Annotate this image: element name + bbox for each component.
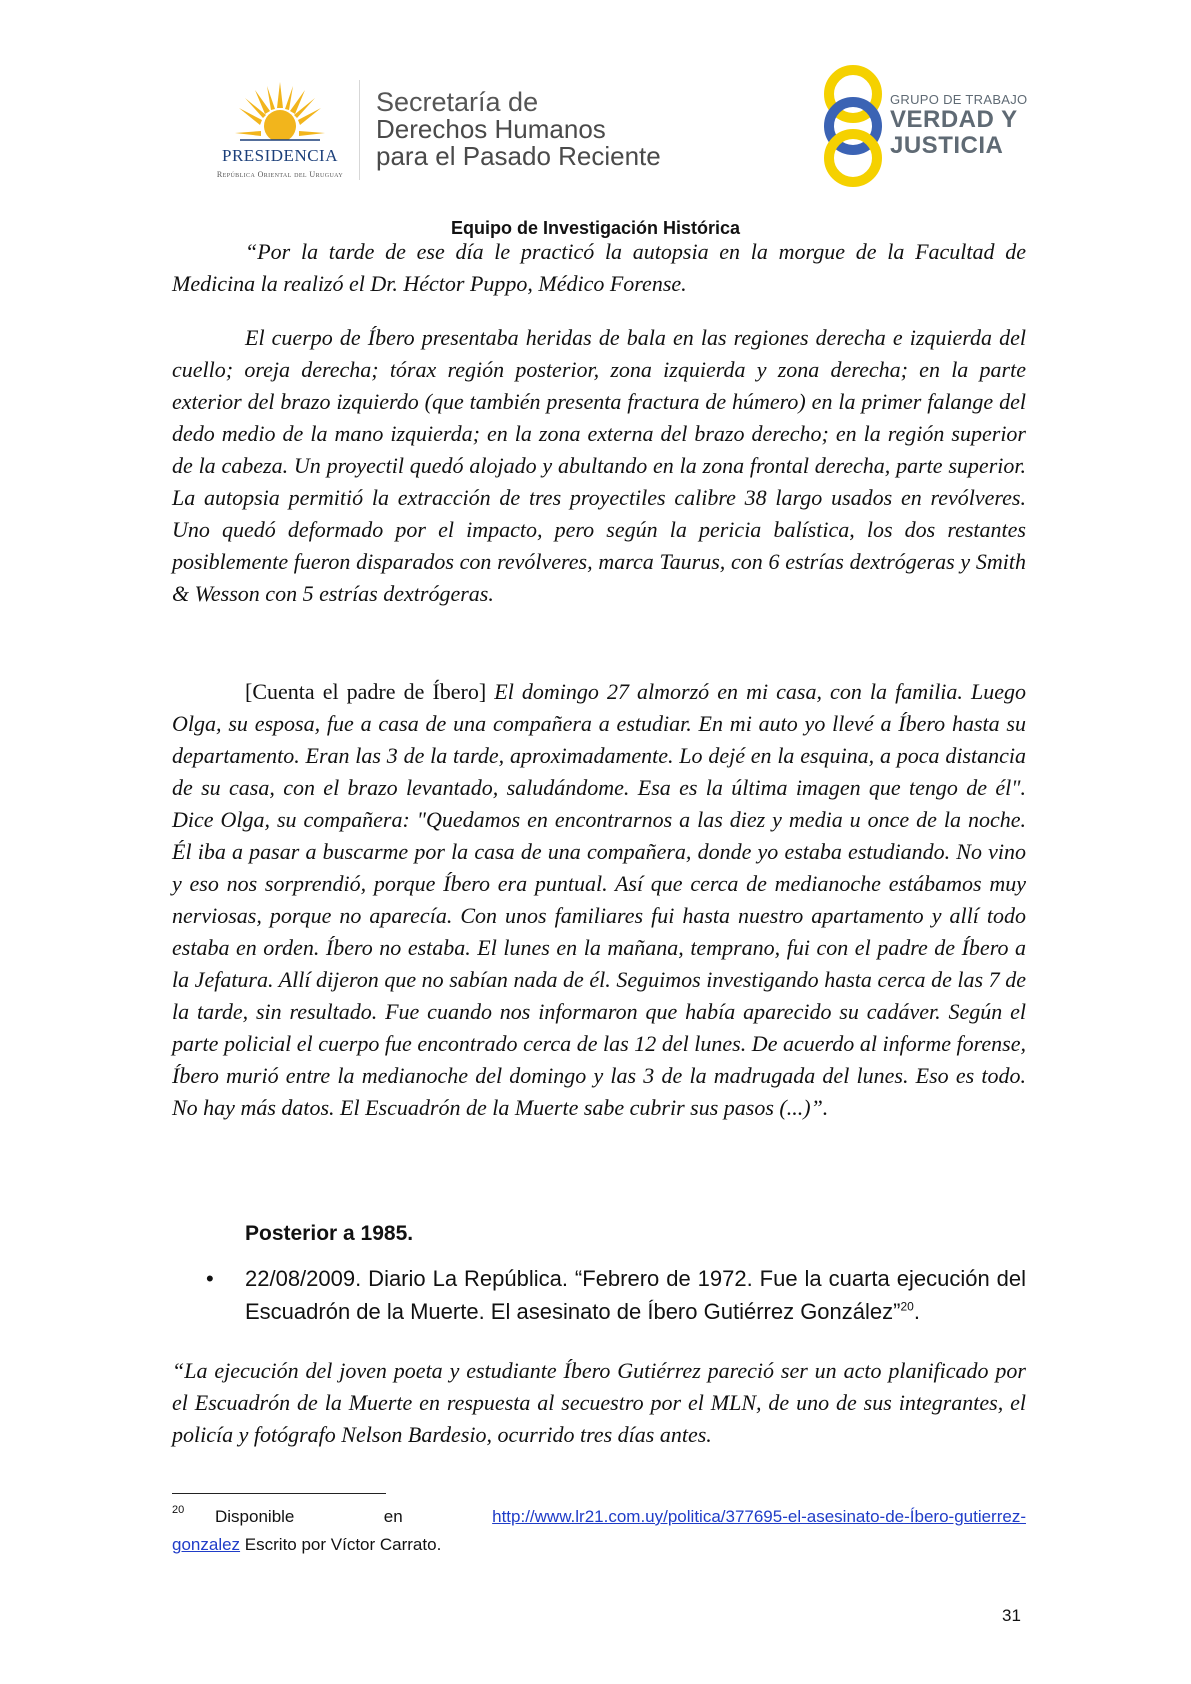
secretaria-line-2: Derechos Humanos: [376, 114, 606, 144]
header-divider: [359, 80, 360, 180]
grupo-line-2: VERDAD Y: [890, 106, 1018, 133]
secretaria-logo-text: [376, 89, 661, 170]
grupo-trabajo-logo-text: [890, 92, 1027, 159]
footnote-link-part-1[interactable]: http://www.lr21.com.uy/politica/377695-el-asesinato-de-Íbero-gutierrez-: [492, 1507, 1026, 1526]
quote-paragraph-4: “La ejecución del joven poeta y estudiante Íbero Gutiérrez pareció ser un acto planificado por el Escuadrón de la Muerte en respuesta al secuestro por el MLN, de uno de sus integrantes, el policía y fotógrafo Nelson Bardesio, ocurrido tres días antes.: [172, 1358, 1026, 1447]
quote-paragraph-2: El cuerpo de Íbero presentaba heridas de bala en las regiones derecha e izquierda del cuello; oreja derecha; tórax región posterior, zona izquierda y zona derecha; en la parte exterior del brazo izquierdo (que también presenta fractura de húmero) en la primer falange del dedo medio de la mano izquierda; en la zona externa del brazo derecho; en la región superior de la cabeza. Un proyectil quedó alojado y abultando en la zona frontal derecha, parte superior. La autopsia permitió la extracción de tres proyectiles calibre 38 largo usados en revólveres. Uno quedó deformado por el impacto, pero según la pericia balística, los dos restantes posiblemente fueron disparados con revólveres, marca Taurus, con 6 estrías dextrógeras y Smith & Wesson con 5 estrías dextrógeras.: [172, 325, 1026, 606]
quote-paragraph-1: “Por la tarde de ese día le practicó la autopsia en la morgue de la Facultad de Medicina la realizó el Dr. Héctor Puppo, Médico Forense.: [172, 239, 1026, 296]
paragraph-3-text: El domingo 27 almorzó en mi casa, con la familia. Luego Olga, su esposa, fue a casa de una compañera a estudiar. En mi auto yo llevé a Íbero hasta su departamento. Eran las 3 de la tarde, aproximadamente. Lo dejé en la esquina, a poca distancia de su casa, con el brazo levantado, saludándome. Esa es la última imagen que tengo de él". Dice Olga, su compañera: "Quedamos en encontrarnos a las diez y media u once de la noche. Él iba a pasar a buscarme por la casa de una compañera, donde yo estaba estudiando. No vino y eso nos sorprendió, porque Íbero era puntual. Así que cerca de medianoche estábamos muy nerviosas, porque no aparecía. Con unos familiares fui hasta nuestro apartamento y allí todo estaba en orden. Íbero no estaba. El lunes en la mañana, temprano, fui con el padre de Íbero a la Jefatura. Allí dijeron que no sabían nada de él. Seguimos investigando hasta cerca de las 7 de la tarde, sin resultado. Fue cuando nos informaron que había aparecido su cadáver. Según el parte policial el cuerpo fue encontrado cerca de las 12 del lunes. De acuerdo al informe forense, Íbero murió entre la medianoche del domingo y las 3 de la madrugada del lunes. Eso es todo. No hay más datos. El Escuadrón de la Muerte sabe cubrir sus pasos (...)”.: [172, 679, 1026, 1120]
grupo-line-1: GRUPO DE TRABAJO: [890, 92, 1028, 107]
footnote-line-2: [172, 1531, 1026, 1559]
footnote-link-part-2[interactable]: gonzalez: [172, 1535, 241, 1554]
presidencia-subtitle: República Oriental del Uruguay: [216, 170, 344, 179]
team-heading: Equipo de Investigación Histórica: [450, 218, 741, 238]
paragraph-3-prefix: [Cuenta el padre de Íbero]: [245, 679, 487, 704]
page-number: 31: [1002, 1606, 1021, 1625]
presidencia-logo: [200, 78, 360, 188]
bullet-text-main: 22/08/2009. Diario La República. “Febrero de 1972. Fue la cuarta ejecución del Escuadrón de la Muerte. El asesinato de Íbero Gutiérrez González”: [245, 1266, 1026, 1324]
footnote-line-1: [215, 1503, 1026, 1531]
footnote-word-2: en: [383, 1507, 403, 1526]
footnote-author: Escrito por Víctor Carrato.: [240, 1535, 442, 1554]
secretaria-line-3: para el Pasado Reciente: [376, 141, 661, 171]
presidencia-name: PRESIDENCIA: [221, 146, 338, 165]
footnote-divider: [172, 1493, 386, 1494]
quote-paragraph-3: [172, 676, 1026, 1124]
secretaria-line-1: Secretaría de: [376, 87, 539, 117]
footnote-number: 20: [172, 1504, 185, 1516]
bullet-icon: •: [206, 1266, 214, 1291]
footnote-word-1: Disponible: [215, 1507, 295, 1526]
section-heading: Posterior a 1985.: [245, 1222, 414, 1245]
grupo-line-3: JUSTICIA: [890, 132, 1004, 159]
bullet-text-end: .: [913, 1299, 920, 1324]
list-item-text: [245, 1262, 1026, 1328]
footnote-reference[interactable]: 20: [900, 1299, 914, 1314]
